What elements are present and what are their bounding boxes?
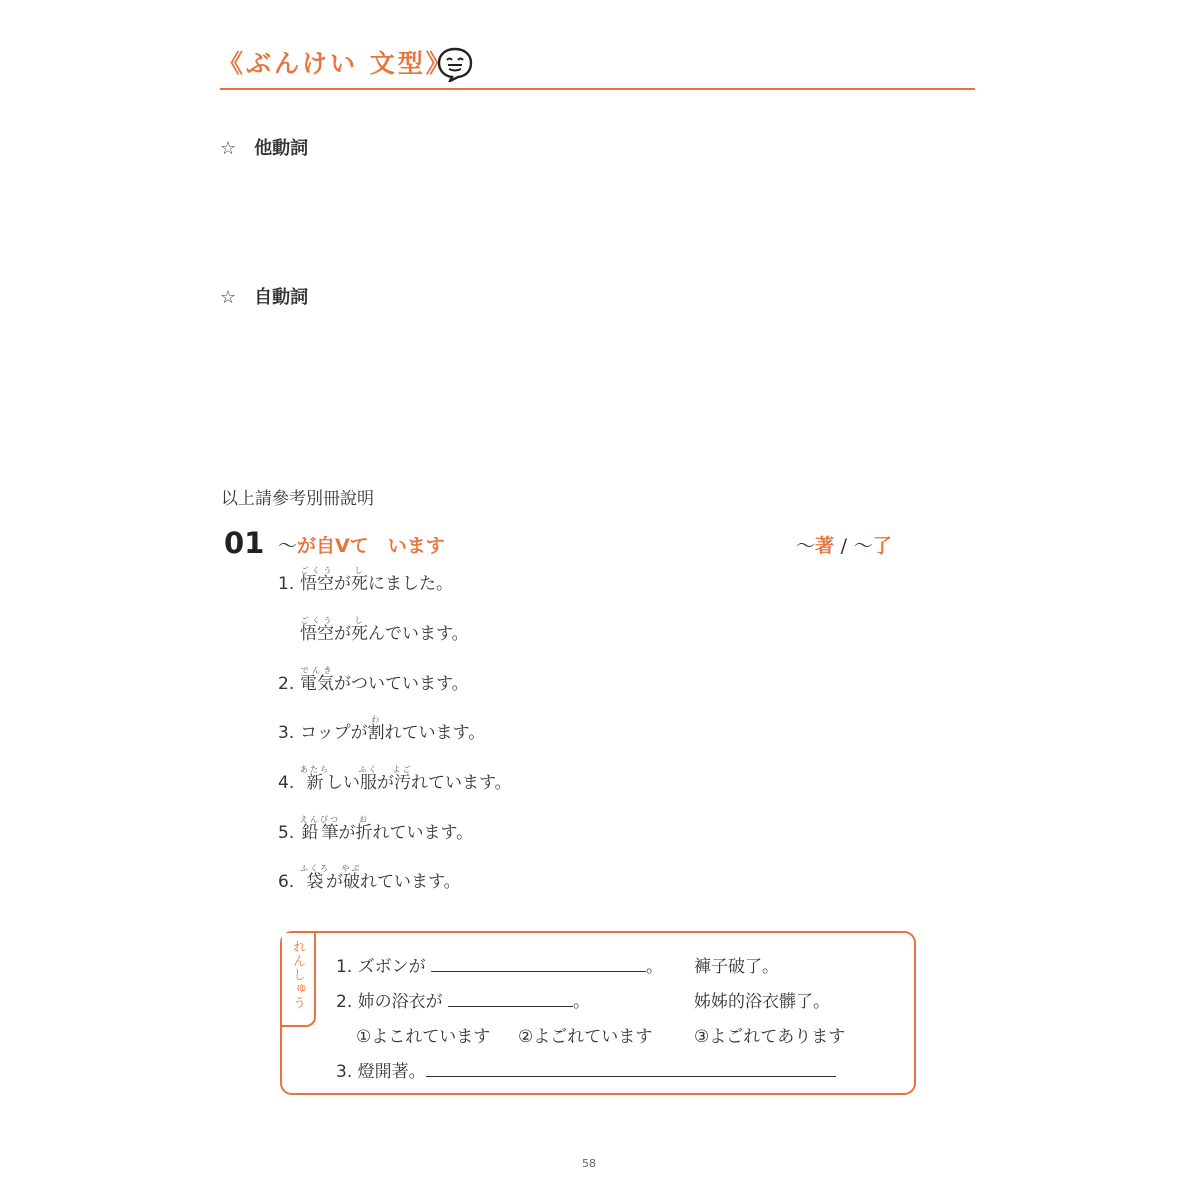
furigana-word: 死し (351, 616, 368, 644)
example-number: 1. (278, 574, 295, 594)
grammar-meaning (796, 531, 892, 558)
example-number: 2. (278, 674, 295, 694)
example-sentence-1b: 悟空ごくうが死しんでいます。 (300, 616, 469, 644)
furigana-word: 割わ (367, 715, 385, 743)
practice-translation-1: 褲子破了。 (694, 957, 779, 977)
answer-blank[interactable] (426, 1062, 836, 1077)
pattern-text: が自Vて います (297, 535, 445, 557)
answer-blank[interactable] (431, 957, 646, 972)
choice-option-2[interactable]: ②よごれています (518, 1027, 653, 1047)
example-number: 4. (278, 773, 295, 793)
furigana-word: 悟空ごくう (300, 616, 334, 644)
choice-option-1[interactable]: ①よこれています (356, 1027, 491, 1047)
practice-question-2: 2. 姉の浴衣が 。 (336, 992, 591, 1012)
example-sentence-5: 5. 鉛筆えんぴつが折おれています。 (278, 815, 474, 843)
speech-bubble-face-icon (436, 46, 474, 82)
tilde: ～ (796, 535, 816, 557)
example-sentence-4: 4. 新あたらしい服ふくが汚よごれています。 (278, 765, 512, 793)
section-heading-text: 他動詞 (254, 138, 309, 159)
furigana-word: 新あたら (300, 765, 330, 793)
meaning-separator: / (840, 535, 848, 557)
furigana-word: 死し (351, 566, 368, 594)
example-number: 6. (278, 872, 295, 892)
furigana-word: 汚よご (392, 765, 413, 793)
example-sentence-1a: 1. 悟空ごくうが死しにました。 (278, 566, 453, 594)
furigana-word: 悟空ごくう (300, 566, 334, 594)
answer-blank[interactable] (448, 992, 573, 1007)
practice-question-1: 1. ズボンが 。 (336, 957, 664, 977)
furigana-word: 鉛筆えんぴつ (300, 815, 340, 843)
tilde: ～ (278, 535, 298, 557)
furigana-word: 電気でんき (300, 666, 334, 694)
meaning-2: 了 (872, 535, 892, 557)
furigana-word: 破やぶ (341, 864, 362, 892)
header-divider (220, 88, 975, 90)
section-transitive-verbs (220, 134, 308, 160)
example-sentence-2: 2. 電気でんきがついています。 (278, 666, 469, 694)
meaning-1: 著 (815, 535, 835, 557)
practice-label: れんしゅう (290, 940, 305, 1010)
furigana-word: 折お (355, 815, 373, 843)
star-icon: ☆ (220, 287, 237, 308)
example-sentence-6: 6. 袋ふくろが破やぶれています。 (278, 864, 461, 892)
section-heading-text: 自動詞 (254, 287, 309, 308)
choice-option-3[interactable]: ③よごれてあります (694, 1027, 846, 1047)
reference-note: 以上請參考別冊說明 (221, 489, 374, 509)
example-sentence-3: 3. コップが割われています。 (278, 715, 486, 743)
grammar-pattern (278, 531, 445, 558)
furigana-word: 服ふく (358, 765, 379, 793)
example-number: 3. (278, 723, 295, 743)
practice-translation-2: 姊姊的浴衣髒了。 (694, 992, 830, 1012)
tilde: ～ (853, 535, 873, 557)
practice-question-3: 3. 燈開著。 (336, 1057, 836, 1082)
furigana-word: 袋ふくろ (300, 864, 330, 892)
section-intransitive-verbs (220, 283, 308, 309)
example-number: 5. (278, 823, 295, 843)
star-icon: ☆ (220, 138, 237, 159)
page-number: 58 (582, 1157, 596, 1170)
grammar-number: 01 (224, 526, 265, 560)
page-title: 《ぶんけい 文型》 (218, 49, 454, 78)
